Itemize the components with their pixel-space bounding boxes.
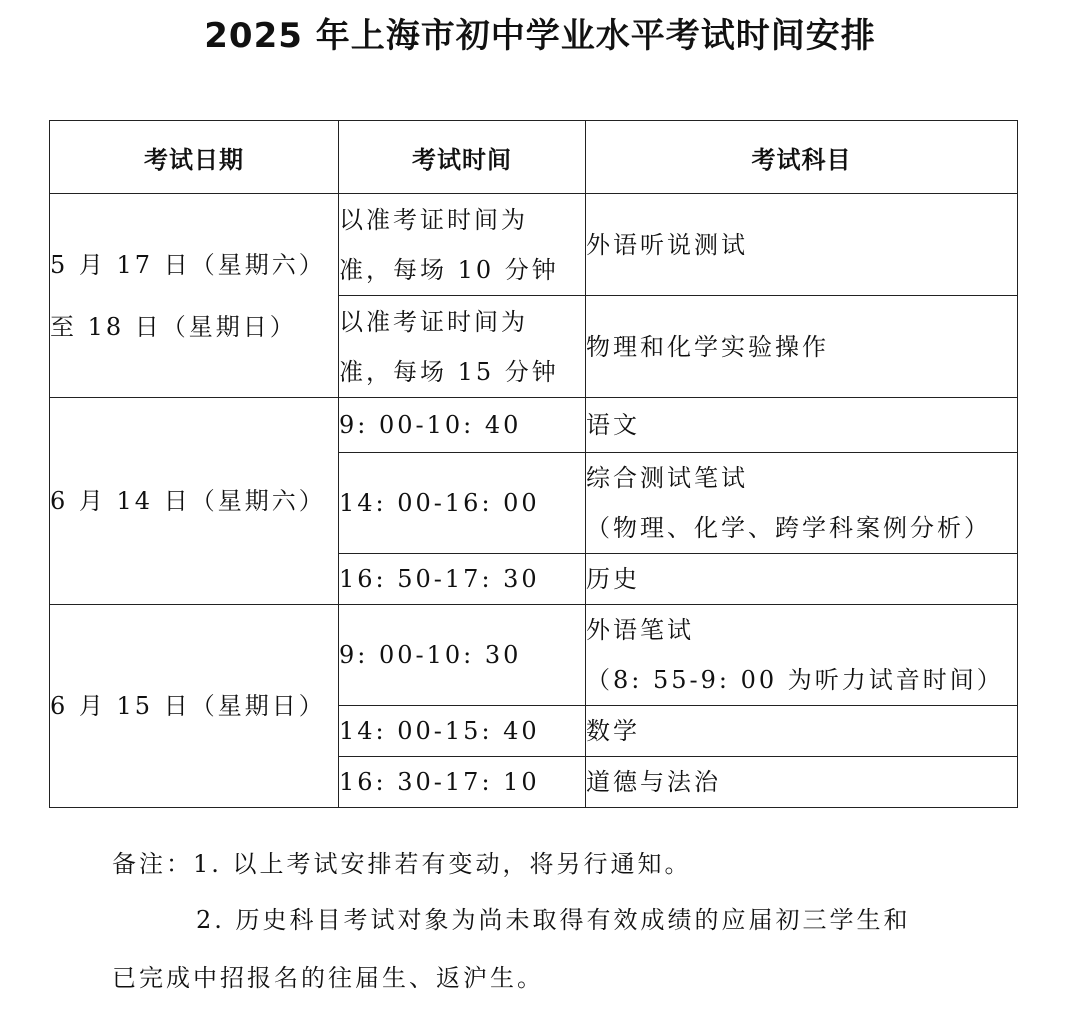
page-title: 2025 年上海市初中学业水平考试时间安排	[204, 16, 876, 56]
time-cell	[339, 605, 586, 706]
subject-line: 物理和化学实验操作	[586, 332, 829, 361]
exam-schedule-table	[49, 120, 1018, 808]
subject-line: 综合测试笔试	[586, 464, 748, 492]
subject-cell	[586, 296, 1018, 398]
time-cell	[339, 757, 586, 808]
table-row	[50, 398, 1018, 453]
time-cell	[339, 296, 586, 398]
time-line: 准，每场 10 分钟	[339, 255, 559, 284]
subject-cell	[586, 757, 1018, 808]
date-line: 至 18 日（星期日）	[50, 312, 297, 341]
time-line: 以准考证时间为	[339, 205, 528, 234]
subject-cell	[586, 554, 1018, 605]
subject-cell	[586, 706, 1018, 757]
subject-line: 历史	[586, 565, 640, 593]
time-cell	[339, 554, 586, 605]
table-row	[50, 194, 1018, 296]
time-line: 16: 30-17: 10	[339, 768, 540, 796]
time-line: 以准考证时间为	[339, 307, 528, 336]
header-exam-date: 考试日期	[50, 121, 339, 194]
time-cell	[339, 706, 586, 757]
table-header-row	[50, 121, 1018, 194]
time-line: 9: 00-10: 40	[339, 411, 522, 439]
subject-line: 道德与法治	[586, 768, 721, 796]
subject-line: 外语笔试	[586, 616, 694, 644]
time-cell	[339, 453, 586, 554]
time-line: 9: 00-10: 30	[339, 641, 522, 669]
note-line: 已完成中招报名的往届生、返沪生。	[112, 964, 544, 992]
time-cell	[339, 398, 586, 453]
subject-line: 数学	[586, 717, 640, 745]
subject-line: 外语听说测试	[586, 230, 748, 259]
header-exam-subject: 考试科目	[586, 121, 1018, 194]
subject-cell	[586, 398, 1018, 453]
subject-line: 语文	[586, 411, 640, 439]
header-exam-time: 考试时间	[339, 121, 586, 194]
date-cell	[50, 398, 339, 605]
time-cell	[339, 194, 586, 296]
time-line: 16: 50-17: 30	[339, 565, 540, 593]
subject-cell	[586, 605, 1018, 706]
time-line: 准，每场 15 分钟	[339, 357, 559, 386]
table-row	[50, 605, 1018, 706]
subject-cell	[586, 194, 1018, 296]
date-line: 6 月 15 日（星期日）	[50, 692, 326, 720]
date-line: 5 月 17 日（星期六）	[50, 250, 326, 279]
time-line: 14: 00-15: 40	[339, 717, 540, 745]
subject-line: （物理、化学、跨学科案例分析）	[586, 514, 991, 542]
subject-cell	[586, 453, 1018, 554]
note-line: 2. 历史科目考试对象为尚未取得有效成绩的应届初三学生和	[196, 906, 911, 934]
date-cell	[50, 194, 339, 398]
date-cell	[50, 605, 339, 808]
subject-line: （8: 55-9: 00 为听力试音时间）	[586, 666, 1004, 694]
note-line: 备注：1. 以上考试安排若有变动，将另行通知。	[112, 850, 692, 878]
time-line: 14: 00-16: 00	[339, 489, 540, 517]
date-line: 6 月 14 日（星期六）	[50, 487, 326, 515]
